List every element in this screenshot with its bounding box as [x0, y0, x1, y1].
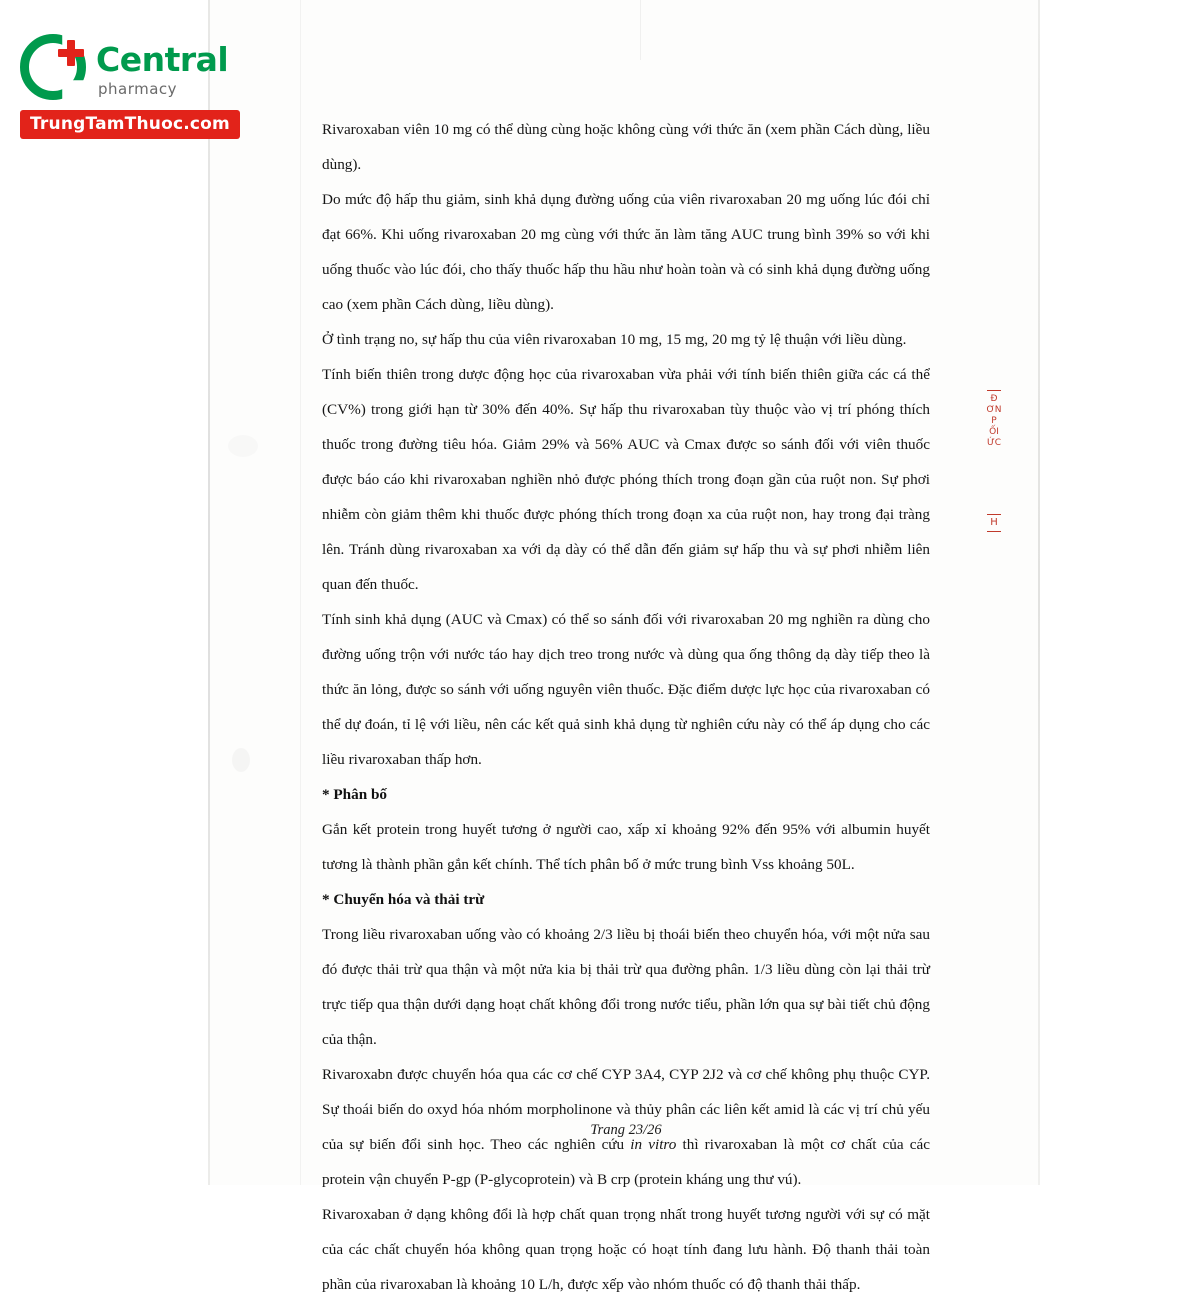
stamp-line-4: ỐI	[989, 427, 999, 437]
paragraph: Do mức độ hấp thu giảm, sinh khả dụng đường uống của viên rivaroxaban 20 mg uống lúc đói chỉ đạt 66%. Khi uống rivaroxaban 20 mg cùng với thức ăn làm tăng AUC trung bình 39% so với khi uống thuốc vào lúc đói, cho thấy thuốc hấp thu hầu như hoàn toàn và có sinh khả dụng đường uống cao (xem phần Cách dùng, liều dùng).	[322, 191, 930, 313]
stamp-rule	[987, 390, 1001, 391]
margin-stamp-bottom	[984, 512, 1004, 534]
stamp-line-6: H	[990, 517, 998, 528]
margin-stamp-top	[984, 390, 1004, 449]
stamp-line-5: ỨC	[986, 438, 1001, 448]
page-footer: Trang 23/26	[590, 1122, 662, 1138]
paragraph-cyp-italic: in vitro	[630, 1136, 677, 1153]
paragraph: Tính biến thiên trong dược động học của rivaroxaban vừa phải với tính biến thiên giữa các cá thể (CV%) trong giới hạn từ 30% đến 40%. Sự hấp thu rivaroxaban tùy thuộc vào vị trí phóng thích thuốc trong đường tiêu hóa. Giảm 29% và 56% AUC và Cmax được so sánh đối với viên thuốc được báo cáo khi rivaroxaban nghiền nhỏ được phóng thích trong đoạn gần của ruột non. Sự phơi nhiễm còn giảm thêm khi thuốc được phóng thích trong đoạn xa của ruột non, hay trong đại tràng lên. Tránh dùng rivaroxaban xa với dạ dày có thể dẫn đến giảm sự hấp thu và sự phơi nhiễm liên quan đến thuốc.	[322, 366, 930, 593]
stamp-line-1: Đ	[990, 394, 998, 404]
website-banner: TrungTamThuoc.com	[20, 110, 240, 139]
page-edge-right	[1038, 0, 1040, 1185]
paragraph-cyp-part-a: Rivaroxabn được chuyển hóa qua các cơ chế CYP 3A4, CYP 2J2 và cơ chế không phụ thuộc CYP. Sự thoái biến do oxyd hóa nhóm morpholinone và thủy phân các liên kết amid là các vị trí chủ yếu của sự biến đổi sinh học. Theo các nghiên cứu	[322, 1066, 930, 1153]
paragraph: Tính sinh khả dụng (AUC và Cmax) có thể so sánh đối với rivaroxaban 20 mg nghiền ra dùng cho đường uống trộn với nước táo hay dịch treo trong nước và dùng qua ống thông dạ dày tiếp theo là thức ăn lỏng, được so sánh với uống nguyên viên thuốc. Đặc điểm dược lực học của rivaroxaban có thể dự đoán, tỉ lệ với liều, nên các kết quả sinh khả dụng từ nghiên cứu này có thể áp dụng cho các liều rivaroxaban thấp hơn.	[322, 611, 930, 768]
paragraph-cyp-part-b: thì rivaroxaban là một cơ chất của các protein vận chuyển P-gp (P-glycoprotein) và B crp (protein kháng ung thư vú).	[322, 1136, 930, 1188]
logo-circle-shape	[20, 34, 86, 100]
stamp-rule-bottom	[987, 531, 1001, 532]
section-heading-chuyen-hoa: * Chuyển hóa và thải trừ	[322, 891, 485, 908]
paragraph: Trong liều rivaroxaban uống vào có khoảng 2/3 liều bị thoái biến theo chuyển hóa, với một nửa sau đó được thải trừ qua thận và một nửa kia bị thải trừ qua đường phân. 1/3 liều dùng còn lại thải trừ trực tiếp qua thận dưới dạng hoạt chất không đổi trong nước tiểu, phần lớn qua sự bài tiết chủ động của thận.	[322, 926, 930, 1048]
brand-name: Central	[96, 40, 229, 79]
page-fold-line	[300, 0, 301, 1185]
brand-subtitle: pharmacy	[98, 80, 178, 98]
central-pharmacy-logo-icon	[20, 34, 86, 100]
paragraph: Ở tình trạng no, sự hấp thu của viên rivaroxaban 10 mg, 15 mg, 20 mg tỷ lệ thuận với liều dùng.	[322, 331, 907, 348]
paragraph: Gắn kết protein trong huyết tương ở người cao, xấp xỉ khoảng 92% đến 95% với albumin huyết tương là thành phần gắn kết chính. Thể tích phân bố ở mức trung bình Vss khoảng 50L.	[322, 821, 930, 873]
paper-blotch-1	[228, 435, 258, 457]
watermark-logo	[14, 26, 230, 136]
paragraph: Rivaroxaban viên 10 mg có thể dùng cùng hoặc không cùng với thức ăn (xem phần Cách dùng, liều dùng).	[322, 121, 930, 173]
section-heading-phan-bo: * Phân bố	[322, 786, 387, 803]
page-edge-left	[208, 0, 210, 1185]
stamp-line-3: P	[991, 416, 997, 426]
page-fold-line-top	[640, 0, 641, 60]
paragraph: Rivaroxaban ở dạng không đổi là hợp chất quan trọng nhất trong huyết tương người với sự có mặt của các chất chuyển hóa không quan trọng hoặc có hoạt tính đang lưu hành. Độ thanh thải toàn phần của rivaroxaban là khoảng 10 L/h, được xếp vào nhóm thuốc có độ thanh thải thấp.	[322, 1206, 930, 1293]
medical-cross-icon-bar	[58, 49, 84, 57]
paper-blotch-2	[232, 748, 250, 772]
stamp-rule-top	[987, 514, 1001, 515]
stamp-line-2: ƠN	[986, 405, 1002, 415]
